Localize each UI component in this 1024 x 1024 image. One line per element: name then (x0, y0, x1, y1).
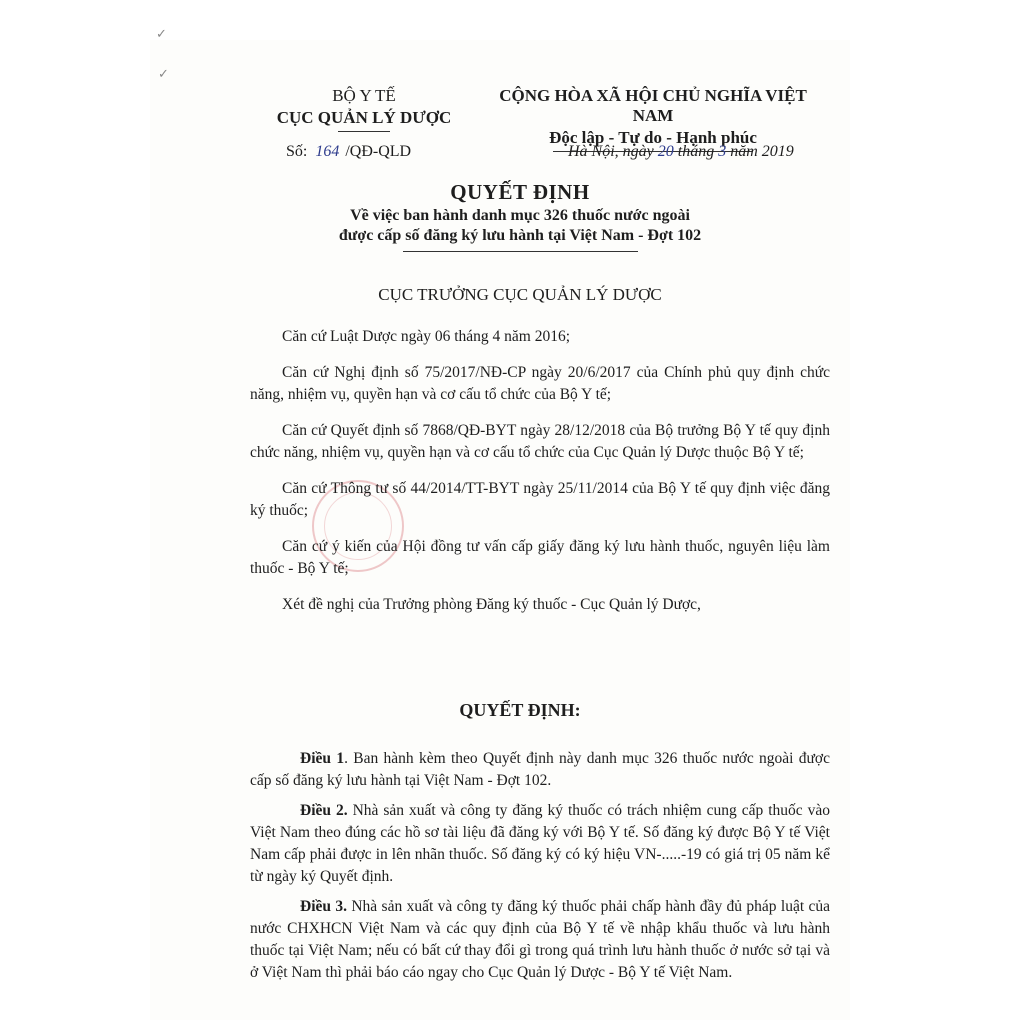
article-1 (250, 748, 830, 792)
article-text: Nhà sản xuất và công ty đăng ký thuốc có trách nhiệm cung cấp thuốc vào Việt Nam theo đúng các hồ sơ tài liệu đã đăng ký với Bộ Y tế. Số đăng ký được Bộ Y tế Việt Nam cấp phải được in lên nhãn thuốc. Số đăng ký có ký hiệu VN-.....-19 có giá trị 05 năm kể từ ngày ký Quyết định. (250, 802, 831, 885)
title-main: QUYẾT ĐỊNH (450, 180, 590, 204)
date-place: Hà Nội, ngày (568, 143, 654, 160)
national-motto: Độc lập - Tự do - Hạnh phúc (549, 128, 757, 147)
header-underline (338, 131, 390, 132)
legal-basis-item: Căn cứ Luật Dược ngày 06 tháng 4 năm 2016; (282, 328, 571, 345)
date-day-handwritten: 20 (657, 143, 674, 160)
margin-mark: ✓ (158, 66, 169, 81)
article-label: Điều 1 (300, 750, 345, 767)
title-underline (403, 251, 638, 252)
document-number-suffix: /QĐ-QLD (345, 143, 412, 160)
title-subtitle-line1: Về việc ban hành danh mục 326 thuốc nước ngoài (350, 207, 690, 224)
article-text: Nhà sản xuất và công ty đăng ký thuốc phải chấp hành đầy đủ pháp luật của nước CHXHCN Việt Nam và các quy định của Bộ Y tế về nhập khẩu thuốc và lưu hành thuốc tại Việt Nam; nếu có bất cứ thay đổi gì trong quá trình lưu hành thuốc ở nước sở tại và ở Việt Nam thì phải báo cáo ngay cho Cục Quản lý Dược - Bộ Y tế Việt Nam. (250, 898, 831, 981)
legal-bases (250, 326, 830, 616)
legal-basis-item: Căn cứ ý kiến của Hội đồng tư vấn cấp giấy đăng ký lưu hành thuốc, nguyên liệu làm thuốc - Bộ Y tế; (250, 538, 830, 577)
department-name: CỤC QUẢN LÝ DƯỢC (276, 108, 452, 127)
title-subtitle-line2: được cấp số đăng ký lưu hành tại Việt Nam - Đợt 102 (338, 227, 702, 244)
document-number (286, 143, 411, 161)
issuer-header (258, 86, 470, 132)
document-number-handwritten: 164 (315, 143, 340, 160)
document-number-prefix: Số: (286, 143, 308, 160)
article-2 (250, 800, 830, 888)
article-text: . Ban hành kèm theo Quyết định này danh mục 326 thuốc nước ngoài được cấp số đăng ký lưu hành tại Việt Nam - Đợt 102. (250, 750, 830, 789)
legal-basis-item: Căn cứ Nghị định số 75/2017/NĐ-CP ngày 20/6/2017 của Chính phủ quy định chức năng, nhiệm vụ, quyền hạn và cơ cấu tổ chức của Bộ Y tế; (250, 364, 830, 403)
article-label: Điều 3. (300, 898, 347, 915)
country-name: CỘNG HÒA XÃ HỘI CHỦ NGHĨA VIỆT NAM (499, 86, 807, 125)
date-month-handwritten: 3 (718, 143, 727, 160)
date-year: năm 2019 (730, 143, 794, 160)
margin-mark: ✓ (156, 26, 167, 41)
legal-basis-item: Căn cứ Thông tư số 44/2014/TT-BYT ngày 25/11/2014 của Bộ Y tế quy định việc đăng ký thuốc; (250, 480, 830, 519)
decision-heading: QUYẾT ĐỊNH: (459, 700, 581, 720)
issuing-authority: CỤC TRƯỞNG CỤC QUẢN LÝ DƯỢC (378, 285, 662, 304)
date-line (568, 143, 794, 161)
document-title (220, 180, 820, 252)
ministry-name: BỘ Y TẾ (332, 86, 396, 105)
legal-basis-item: Căn cứ Quyết định số 7868/QĐ-BYT ngày 28/12/2018 của Bộ trưởng Bộ Y tế quy định chức năng, nhiệm vụ, quyền hạn và cơ cấu tổ chức của Cục Quản lý Dược thuộc Bộ Y tế; (250, 422, 830, 461)
legal-basis-item: Xét đề nghị của Trưởng phòng Đăng ký thuốc - Cục Quản lý Dược, (282, 596, 701, 613)
date-month-prefix: tháng (677, 143, 715, 160)
article-label: Điều 2. (300, 802, 348, 819)
article-3 (250, 896, 830, 984)
articles (250, 748, 830, 992)
